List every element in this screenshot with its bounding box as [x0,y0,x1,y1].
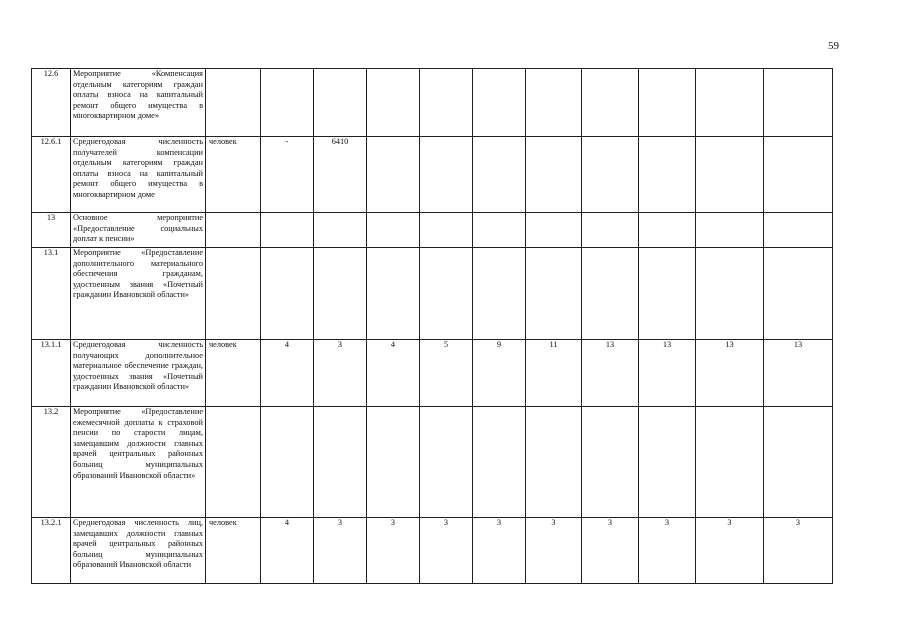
row-number-cell: 13.1 [32,248,71,340]
value-cell [696,248,764,340]
value-cell [473,69,526,137]
value-cell: 3 [314,340,367,407]
table-row [32,213,833,248]
value-cell: 11 [526,340,582,407]
description-cell: Среднегодовая численность получателей компенсации отдельным категориям граждан оплаты взноса на капитальный ремонт общего имущества в многоквартирном доме [71,137,206,213]
unit-cell: человек [206,518,261,584]
value-cell: 13 [639,340,696,407]
value-cell: 13 [582,340,639,407]
value-cell: 3 [367,518,420,584]
value-cell: 13 [696,340,764,407]
value-cell [639,407,696,518]
description-cell: Мероприятие «Компенсация отдельным категориям граждан оплаты взноса на капитальный ремонт общего имущества в многоквартирном доме» [71,69,206,137]
description-cell: Среднегодовая численность лиц, замещавших должности главных врачей центральных районных больниц муниципальных образований Ивановской области [71,518,206,584]
value-cell [582,213,639,248]
table-row [32,340,833,407]
table-row [32,69,833,137]
value-cell: 3 [582,518,639,584]
value-cell [526,248,582,340]
value-cell [420,69,473,137]
value-cell [367,137,420,213]
table-body [32,69,833,584]
value-cell [639,137,696,213]
value-cell [764,407,833,518]
table-row [32,248,833,340]
value-cell [696,407,764,518]
value-cell: 4 [261,518,314,584]
value-cell [526,407,582,518]
value-cell [420,407,473,518]
description-cell: Среднегодовая численность получающих дополнительное материальное обеспечение граждан, удостоенных звания «Почетный гражданин Ивановской области» [71,340,206,407]
value-cell [764,137,833,213]
value-cell: 3 [420,518,473,584]
value-cell [261,248,314,340]
value-cell [420,137,473,213]
value-cell [639,248,696,340]
value-cell: 3 [696,518,764,584]
value-cell: 3 [473,518,526,584]
table-row [32,407,833,518]
value-cell [696,69,764,137]
table-row [32,137,833,213]
description-cell: Мероприятие «Предоставление дополнительного материального обеспечения гражданам, удостоенным звания «Почетный гражданин Ивановской области» [71,248,206,340]
value-cell: 13 [764,340,833,407]
value-cell [473,137,526,213]
value-cell [420,248,473,340]
value-cell [526,69,582,137]
value-cell [367,248,420,340]
unit-cell [206,248,261,340]
value-cell [367,69,420,137]
unit-cell [206,69,261,137]
value-cell: 5 [420,340,473,407]
row-number-cell: 12.6 [32,69,71,137]
value-cell [582,69,639,137]
value-cell [367,213,420,248]
value-cell: 3 [314,518,367,584]
unit-cell: человек [206,340,261,407]
value-cell [526,137,582,213]
value-cell: 3 [526,518,582,584]
value-cell [473,213,526,248]
value-cell [314,213,367,248]
value-cell: 3 [764,518,833,584]
value-cell [473,248,526,340]
row-number-cell: 13 [32,213,71,248]
value-cell [582,248,639,340]
value-cell [696,213,764,248]
row-number-cell: 13.2.1 [32,518,71,584]
value-cell [526,213,582,248]
value-cell [764,213,833,248]
value-cell [314,69,367,137]
table-row [32,518,833,584]
value-cell [261,407,314,518]
value-cell: 9 [473,340,526,407]
unit-cell [206,407,261,518]
row-number-cell: 13.1.1 [32,340,71,407]
value-cell: 6410 [314,137,367,213]
value-cell [261,69,314,137]
value-cell: - [261,137,314,213]
value-cell: 4 [261,340,314,407]
value-cell [420,213,473,248]
description-cell: Основное мероприятие «Предоставление социальных доплат к пенсии» [71,213,206,248]
value-cell: 4 [367,340,420,407]
page-number: 59 [828,40,839,52]
value-cell [639,69,696,137]
value-cell: 3 [639,518,696,584]
row-number-cell: 12.6.1 [32,137,71,213]
value-cell [473,407,526,518]
value-cell [764,248,833,340]
value-cell [696,137,764,213]
unit-cell [206,213,261,248]
value-cell [367,407,420,518]
description-cell: Мероприятие «Предоставление ежемесячной доплаты к страховой пенсии по старости лицам, замещавшим должности главных врачей центральных районных больниц муниципальных образований Ивановской области» [71,407,206,518]
row-number-cell: 13.2 [32,407,71,518]
value-cell [764,69,833,137]
value-cell [582,407,639,518]
value-cell [261,213,314,248]
value-cell [314,248,367,340]
unit-cell: человек [206,137,261,213]
value-cell [639,213,696,248]
value-cell [314,407,367,518]
indicators-table [31,68,833,584]
value-cell [582,137,639,213]
